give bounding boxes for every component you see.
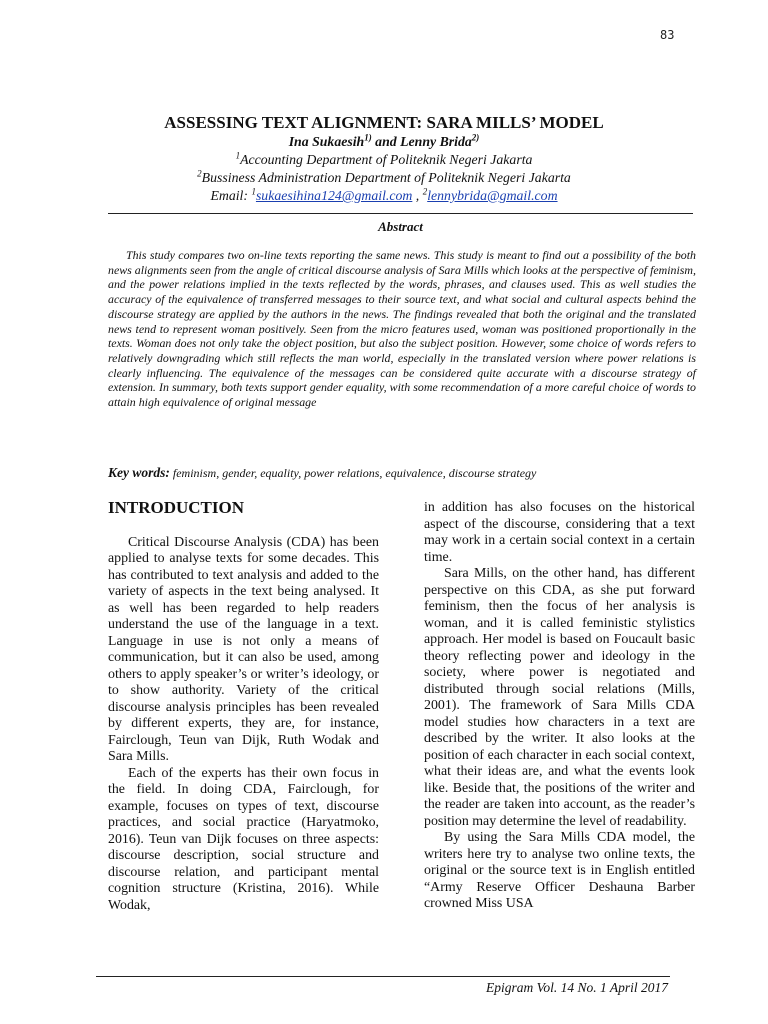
affiliation-2: $^2$Bussiness Administration Department of Politeknik Negeri Jakarta bbox=[197, 168, 571, 185]
paper-title: ASSESSING TEXT ALIGNMENT: SARA MILLS’ MODEL bbox=[164, 113, 604, 132]
email-link-2[interactable]: lennybrida@gmail.com bbox=[427, 188, 558, 203]
header-divider bbox=[108, 213, 693, 214]
keywords-line bbox=[108, 465, 698, 481]
author-1-sup: 1) bbox=[364, 132, 372, 143]
intro-paragraph-1: Critical Discourse Analysis (CDA) has been applied to analyse texts for some decades. This has contributed to text analysis and added to the variety of aspects in the text being analysed. It as well has been regarded to help readers understand the use of the language in a text. Language in use is not only a means of communication, but it can also be used, among others to apply speaker’s or writer’s ideology, or to show authority. Variety of the critical discourse analysis principles has been revealed by different experts, they are, for instance, Fairclough, Teun van Dijk, Ruth Wodak and Sara Mills. bbox=[108, 534, 379, 764]
keywords-text: feminism, gender, equality, power relations, equivalence, discourse strategy bbox=[169, 466, 537, 480]
intro-paragraph-3: Sara Mills, on the other hand, has different perspective on this CDA, as she put forward feminism, then the focus of her analysis is woman, and it is called feministic stylistics approach. Her model is based on Foucault basic theory reflecting power and ideology in the society, where power is negotiated and distributed through social relations (Mills, 2001). The framework of Sara Mills CDA model studies how characters in a text are described by the writer. It also looks at the position of each character in each social context, what their ideas are, and what the events look like. Beside that, the positions of the writer and the reader are taken into account, as the reader’s position may determine the level of readability. bbox=[424, 566, 695, 829]
abstract-text: This study compares two on-line texts reporting the same news. This study is meant to find out a possibility of the both news alignments seen from the angle of critical discourse analysis of Sara Mills which looks at the perspective of feminism, and the power relations implied in the texts reflected by the words, phrases, and clauses used. This as well studies the accuracy of the equivalence of transferred messages to their source text, and what social and cultural aspects behind the discourse strategy are applied by the authors in the news. The findings revealed that both the original and the translated news tend to represent woman positively. Seen from the micro features used, woman was positioned proportionally in the texts. Woman does not only take the object position, but also the subject position. However, some choice of words refers to relatively downgrading which still reflects the man world, especially in the translated version where power relations is clearly influencing. The equivalence of the messages can be considered quite accurate with a discourse strategy of extension. In summary, both texts support gender equality, with some recommendation of a more careful choice of words to attain high equivalence of original message bbox=[108, 248, 696, 410]
keywords-label: Key words: bbox=[108, 465, 170, 480]
paper-header bbox=[100, 113, 668, 205]
intro-paragraph-2: Each of the experts has their own focus in the field. In doing CDA, Fairclough, for example, focuses on types of text, discourse practices, and social practice (Haryatmoko, 2016). Teun van Dijk focuses on three aspects: discourse description, social structure and discourse relation, and participant mental cognition structure (Kristina, 2016). While Wodak, bbox=[108, 765, 379, 913]
footer-divider bbox=[96, 976, 670, 977]
abstract-heading: Abstract bbox=[378, 219, 423, 234]
introduction-heading: INTRODUCTION bbox=[108, 498, 245, 517]
intro-paragraph-2-continued: in addition has also focuses on the historical aspect of the discourse, considering that a text may work in a certain social context in a certain time. bbox=[424, 500, 695, 565]
author-2-sup: 2) bbox=[471, 132, 480, 143]
author-2-name: Lenny Brida bbox=[400, 134, 472, 149]
author-line bbox=[100, 133, 668, 151]
right-column bbox=[424, 500, 695, 913]
author-1-name: Ina Sukaesih bbox=[288, 134, 365, 149]
affiliation-1: $^1$Accounting Department of Politeknik Negeri Jakarta bbox=[235, 150, 533, 167]
intro-paragraph-4: By using the Sara Mills CDA model, the writers here try to analyse two online texts, the original or the source text is in English entitled “Army Reserve Officer Deshauna Barber crowned Miss USA bbox=[424, 830, 695, 911]
author-and: and bbox=[371, 134, 401, 149]
email-link-1[interactable]: sukaesihina124@gmail.com bbox=[255, 188, 413, 203]
email-line: Email: $^1$sukaesihina124@gmail.com , $^2$lennybrida@gmail.com bbox=[210, 186, 558, 203]
left-column bbox=[108, 500, 379, 914]
journal-footer: Epigram Vol. 14 No. 1 April 2017 bbox=[485, 980, 668, 995]
page-number: 83 bbox=[660, 28, 675, 42]
